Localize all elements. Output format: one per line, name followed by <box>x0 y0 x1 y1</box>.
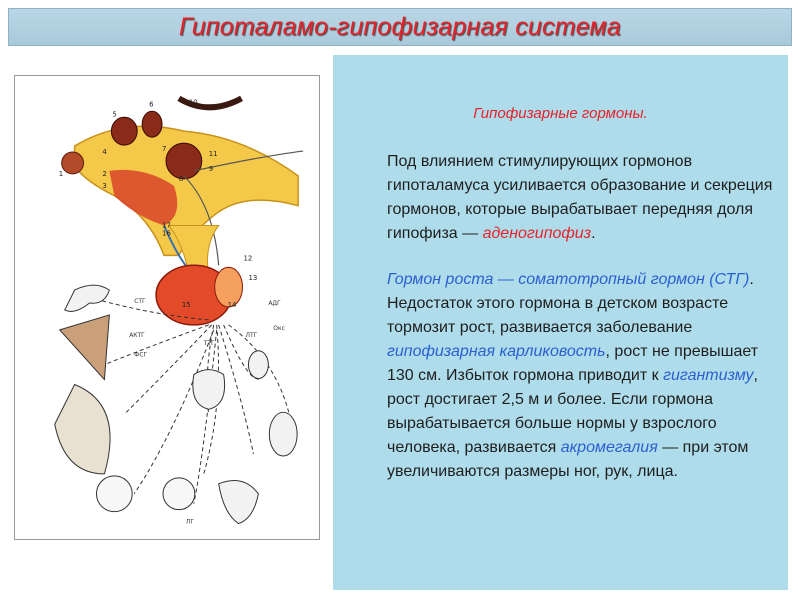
term-dwarfism: гипофизарная карликовость <box>387 343 606 360</box>
hormone-label: ЛТГ <box>245 331 258 339</box>
figure-number: 14 <box>227 301 237 310</box>
figure-number: 8 <box>178 174 184 183</box>
ovary-target <box>163 478 195 510</box>
p2-text-b: , рост не превышает 130 см. Избыток гормона приводит к <box>387 343 759 384</box>
figure-number: 4 <box>102 148 107 157</box>
term-acromegaly: акромегалия <box>560 439 658 456</box>
hormone-label: АДГ <box>268 300 281 308</box>
testis-target <box>96 476 132 512</box>
figure-number: 17 <box>162 221 171 230</box>
p2-text-c: , рост достигает 2,5 м и более. Если гормона вырабатывается больше нормы у взрослого человека, развивается <box>387 367 758 456</box>
figure-number: 7 <box>162 145 167 154</box>
title-bar <box>8 8 792 46</box>
nucleus-6 <box>142 111 162 137</box>
thyroid-target <box>193 370 225 410</box>
pancreas-target <box>55 384 110 473</box>
diagram-svg <box>15 76 319 539</box>
nucleus-1 <box>62 152 84 174</box>
adrenal-target <box>60 315 110 380</box>
p1-end: . <box>591 225 596 242</box>
panel-body <box>351 150 776 484</box>
p1-text: Под влиянием стимулирующих гормонов гипоталамуса усиливается образование и секреция гормонов, которые вырабатывает передняя доля гипофиза — <box>387 153 773 242</box>
nucleus-8 <box>166 143 202 179</box>
term-gigantism: гигантизму <box>663 367 754 384</box>
figure-number: 6 <box>149 100 154 109</box>
figure-number: 9 <box>208 164 214 173</box>
nucleus-5 <box>111 117 137 145</box>
figure-hormone-labels <box>129 298 285 526</box>
p2-text-d: — при этом увеличиваются размеры ног, рук, лица. <box>387 439 749 480</box>
mammary-target <box>248 351 268 379</box>
figure-number: 3 <box>102 181 107 190</box>
panel-heading: Гипофизарные гормоны. <box>473 105 648 122</box>
uterus-target <box>219 481 259 524</box>
hypothalamic-pituitary-diagram <box>14 75 320 540</box>
figure-number: 1 <box>58 169 64 178</box>
term-adenohypophysis: аденогипофиз <box>482 225 592 242</box>
text-panel <box>333 55 788 590</box>
bone-target <box>65 285 110 311</box>
kidney-target <box>269 412 297 456</box>
paragraph-1 <box>351 150 776 246</box>
figure-number: 11 <box>208 149 218 158</box>
figure-number: 15 <box>181 301 191 310</box>
figure-number: 2 <box>102 169 107 178</box>
figure-number: 13 <box>248 274 258 283</box>
paragraph-2 <box>351 268 776 484</box>
figure-number: 5 <box>112 110 117 119</box>
p2-text-a: . Недостаток этого гормона в детском возрасте тормозит рост, развивается заболевание <box>387 271 754 336</box>
hormone-paths <box>99 300 293 504</box>
hormone-label: Окс <box>273 324 285 332</box>
hormone-label: ЛГ <box>185 518 194 526</box>
hormone-label: ТТГ <box>203 339 215 347</box>
slide-title: Гипоталамо-гипофизарная система <box>179 12 621 41</box>
hormone-label: СТГ <box>134 298 146 306</box>
figure-number: 10 <box>188 98 198 107</box>
hormone-label: ФСГ <box>134 351 148 359</box>
term-growth-hormone: Гормон роста — соматотропный гормон (СТГ) <box>387 271 750 288</box>
figure-number: 16 <box>162 229 171 238</box>
hormone-label: АКТГ <box>129 331 145 339</box>
figure-number: 12 <box>243 254 253 263</box>
